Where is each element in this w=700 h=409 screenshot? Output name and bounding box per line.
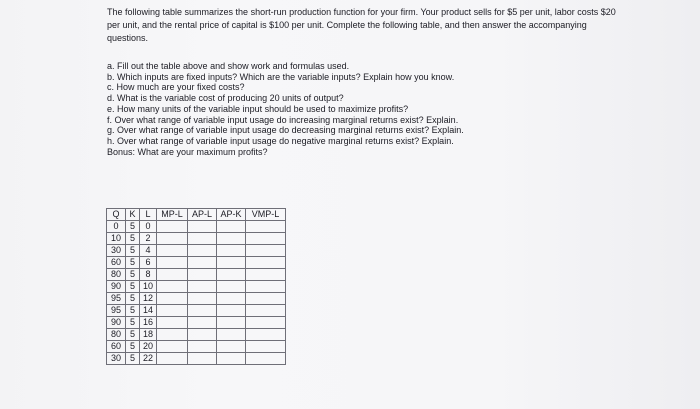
cell-k: 5 <box>126 281 140 293</box>
cell-mp-l <box>157 233 188 245</box>
cell-vmp-l <box>246 305 286 317</box>
question-f: f. Over what range of variable input usage do increasing marginal returns exist? Explain. <box>107 114 459 125</box>
question-list <box>107 61 577 157</box>
question-bonus: Bonus: What are your maximum profits? <box>107 146 268 157</box>
cell-k: 5 <box>126 305 140 317</box>
cell-mp-l <box>157 305 188 317</box>
question-c: c. How much are your fixed costs? <box>107 82 245 93</box>
cell-mp-l <box>157 317 188 329</box>
cell-ap-l <box>188 233 217 245</box>
cell-ap-k <box>217 341 246 353</box>
cell-k: 5 <box>126 245 140 257</box>
cell-q: 0 <box>107 221 126 233</box>
cell-l: 2 <box>140 233 157 245</box>
cell-l: 16 <box>140 317 157 329</box>
table-row <box>107 281 286 293</box>
problem-intro <box>107 6 617 45</box>
cell-l: 14 <box>140 305 157 317</box>
intro-text: The following table summarizes the short-run production function for your firm. Your product sells for $5 per unit, labor costs $20 per unit, and the rental price of capital is $100 per unit. Complete the following table, and then answer the accompanying questions. <box>107 7 616 43</box>
header-k: K <box>126 209 140 221</box>
cell-vmp-l <box>246 281 286 293</box>
cell-ap-k <box>217 233 246 245</box>
cell-ap-k <box>217 257 246 269</box>
cell-ap-l <box>188 353 217 365</box>
cell-k: 5 <box>126 257 140 269</box>
table-row <box>107 233 286 245</box>
cell-l: 12 <box>140 293 157 305</box>
cell-mp-l <box>157 293 188 305</box>
cell-k: 5 <box>126 317 140 329</box>
question-e: e. How many units of the variable input should be used to maximize profits? <box>107 103 409 114</box>
cell-mp-l <box>157 353 188 365</box>
header-ap-l: AP-L <box>188 209 217 221</box>
cell-vmp-l <box>246 221 286 233</box>
table-row <box>107 257 286 269</box>
table-header-row <box>107 209 286 221</box>
cell-l: 6 <box>140 257 157 269</box>
production-table <box>106 208 286 365</box>
cell-ap-l <box>188 317 217 329</box>
cell-ap-k <box>217 329 246 341</box>
cell-vmp-l <box>246 341 286 353</box>
cell-k: 5 <box>126 293 140 305</box>
cell-mp-l <box>157 257 188 269</box>
header-q: Q <box>107 209 126 221</box>
cell-q: 60 <box>107 257 126 269</box>
cell-k: 5 <box>126 341 140 353</box>
question-h: h. Over what range of variable input usage do negative marginal returns exist? Explain. <box>107 135 454 146</box>
question-b: b. Which inputs are fixed inputs? Which are the variable inputs? Explain how you know. <box>107 71 455 82</box>
cell-vmp-l <box>246 257 286 269</box>
cell-vmp-l <box>246 293 286 305</box>
table-row <box>107 293 286 305</box>
cell-mp-l <box>157 329 188 341</box>
cell-vmp-l <box>246 269 286 281</box>
cell-ap-l <box>188 341 217 353</box>
cell-vmp-l <box>246 245 286 257</box>
cell-ap-k <box>217 221 246 233</box>
cell-ap-k <box>217 293 246 305</box>
cell-ap-l <box>188 269 217 281</box>
cell-k: 5 <box>126 329 140 341</box>
cell-q: 30 <box>107 245 126 257</box>
cell-l: 20 <box>140 341 157 353</box>
cell-vmp-l <box>246 353 286 365</box>
cell-l: 22 <box>140 353 157 365</box>
cell-k: 5 <box>126 221 140 233</box>
cell-q: 95 <box>107 293 126 305</box>
cell-l: 0 <box>140 221 157 233</box>
cell-ap-k <box>217 281 246 293</box>
cell-q: 90 <box>107 317 126 329</box>
cell-ap-k <box>217 269 246 281</box>
cell-q: 30 <box>107 353 126 365</box>
cell-mp-l <box>157 281 188 293</box>
cell-mp-l <box>157 341 188 353</box>
cell-l: 8 <box>140 269 157 281</box>
table-row <box>107 245 286 257</box>
cell-l: 4 <box>140 245 157 257</box>
cell-q: 95 <box>107 305 126 317</box>
table-row <box>107 269 286 281</box>
table-row <box>107 317 286 329</box>
cell-ap-k <box>217 305 246 317</box>
question-d: d. What is the variable cost of producing 20 units of output? <box>107 93 344 104</box>
cell-q: 10 <box>107 233 126 245</box>
table-row <box>107 353 286 365</box>
cell-vmp-l <box>246 329 286 341</box>
cell-ap-l <box>188 245 217 257</box>
cell-q: 80 <box>107 269 126 281</box>
cell-vmp-l <box>246 317 286 329</box>
cell-ap-l <box>188 281 217 293</box>
table-row <box>107 221 286 233</box>
cell-ap-k <box>217 317 246 329</box>
header-mp-l: MP-L <box>157 209 188 221</box>
cell-ap-l <box>188 221 217 233</box>
table-row <box>107 341 286 353</box>
cell-ap-k <box>217 353 246 365</box>
cell-q: 60 <box>107 341 126 353</box>
cell-q: 80 <box>107 329 126 341</box>
header-l: L <box>140 209 157 221</box>
cell-vmp-l <box>246 233 286 245</box>
question-g: g. Over what range of variable input usage do decreasing marginal returns exist? Explain. <box>107 125 464 136</box>
cell-k: 5 <box>126 269 140 281</box>
cell-mp-l <box>157 269 188 281</box>
cell-ap-l <box>188 329 217 341</box>
cell-l: 18 <box>140 329 157 341</box>
table-row <box>107 305 286 317</box>
cell-q: 90 <box>107 281 126 293</box>
question-a: a. Fill out the table above and show work and formulas used. <box>107 61 350 71</box>
cell-l: 10 <box>140 281 157 293</box>
header-vmp-l: VMP-L <box>246 209 286 221</box>
cell-k: 5 <box>126 353 140 365</box>
cell-ap-l <box>188 305 217 317</box>
cell-k: 5 <box>126 233 140 245</box>
cell-mp-l <box>157 245 188 257</box>
cell-ap-k <box>217 245 246 257</box>
cell-ap-l <box>188 257 217 269</box>
header-ap-k: AP-K <box>217 209 246 221</box>
cell-mp-l <box>157 221 188 233</box>
table-row <box>107 329 286 341</box>
cell-ap-l <box>188 293 217 305</box>
